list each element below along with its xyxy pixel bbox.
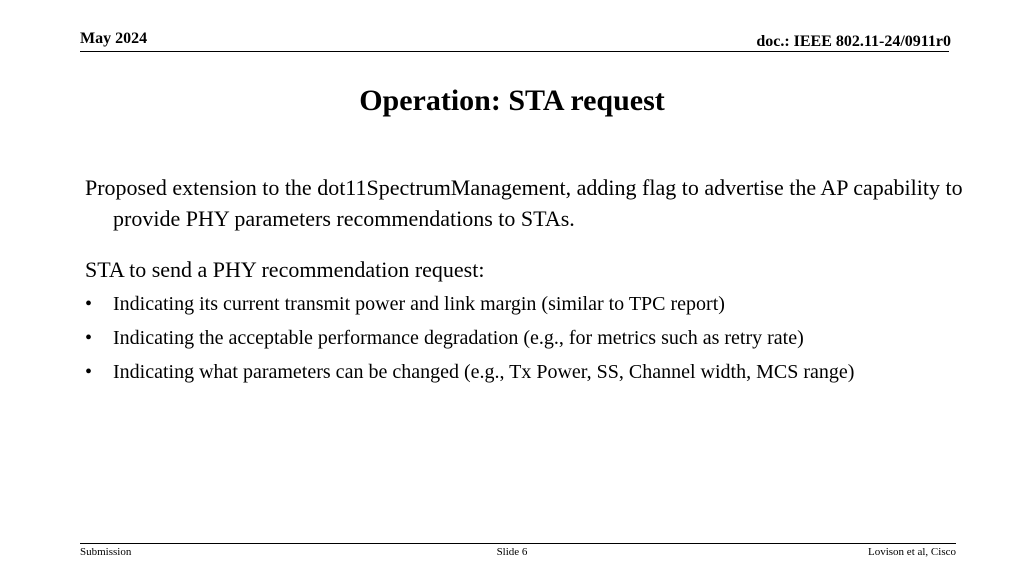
slide-body (85, 172, 990, 391)
header-divider (80, 51, 949, 52)
bullet-text: Indicating the acceptable performance degradation (e.g., for metrics such as retry rate) (113, 327, 804, 349)
bullet-text: Indicating its current transmit power and link margin (similar to TPC report) (113, 293, 725, 315)
bullet-item (85, 323, 990, 353)
footer-slide-number: Slide 6 (496, 546, 528, 558)
bullet-icon: • (85, 361, 93, 383)
bullet-text: Indicating what parameters can be changed (e.g., Tx Power, SS, Channel width, MCS range) (113, 361, 855, 383)
bullet-item (85, 289, 990, 319)
header-date: May 2024 (80, 30, 148, 47)
slide-title: Operation: STA request (359, 84, 665, 117)
bullet-icon: • (85, 327, 93, 349)
footer-submission: Submission (80, 546, 132, 558)
bullet-list (85, 289, 990, 387)
footer-divider (80, 543, 956, 544)
intro-paragraph: Proposed extension to the dot11SpectrumManagement, adding flag to advertise the AP capability to provide PHY parameters recommendations to STAs. (85, 175, 963, 231)
header-doc-id: doc.: IEEE 802.11-24/0911r0 (756, 33, 951, 50)
bullet-icon: • (85, 293, 93, 315)
bullet-item (85, 357, 990, 387)
footer-authors: Lovison et al, Cisco (868, 546, 956, 558)
lead-paragraph: STA to send a PHY recommendation request: (85, 257, 485, 282)
